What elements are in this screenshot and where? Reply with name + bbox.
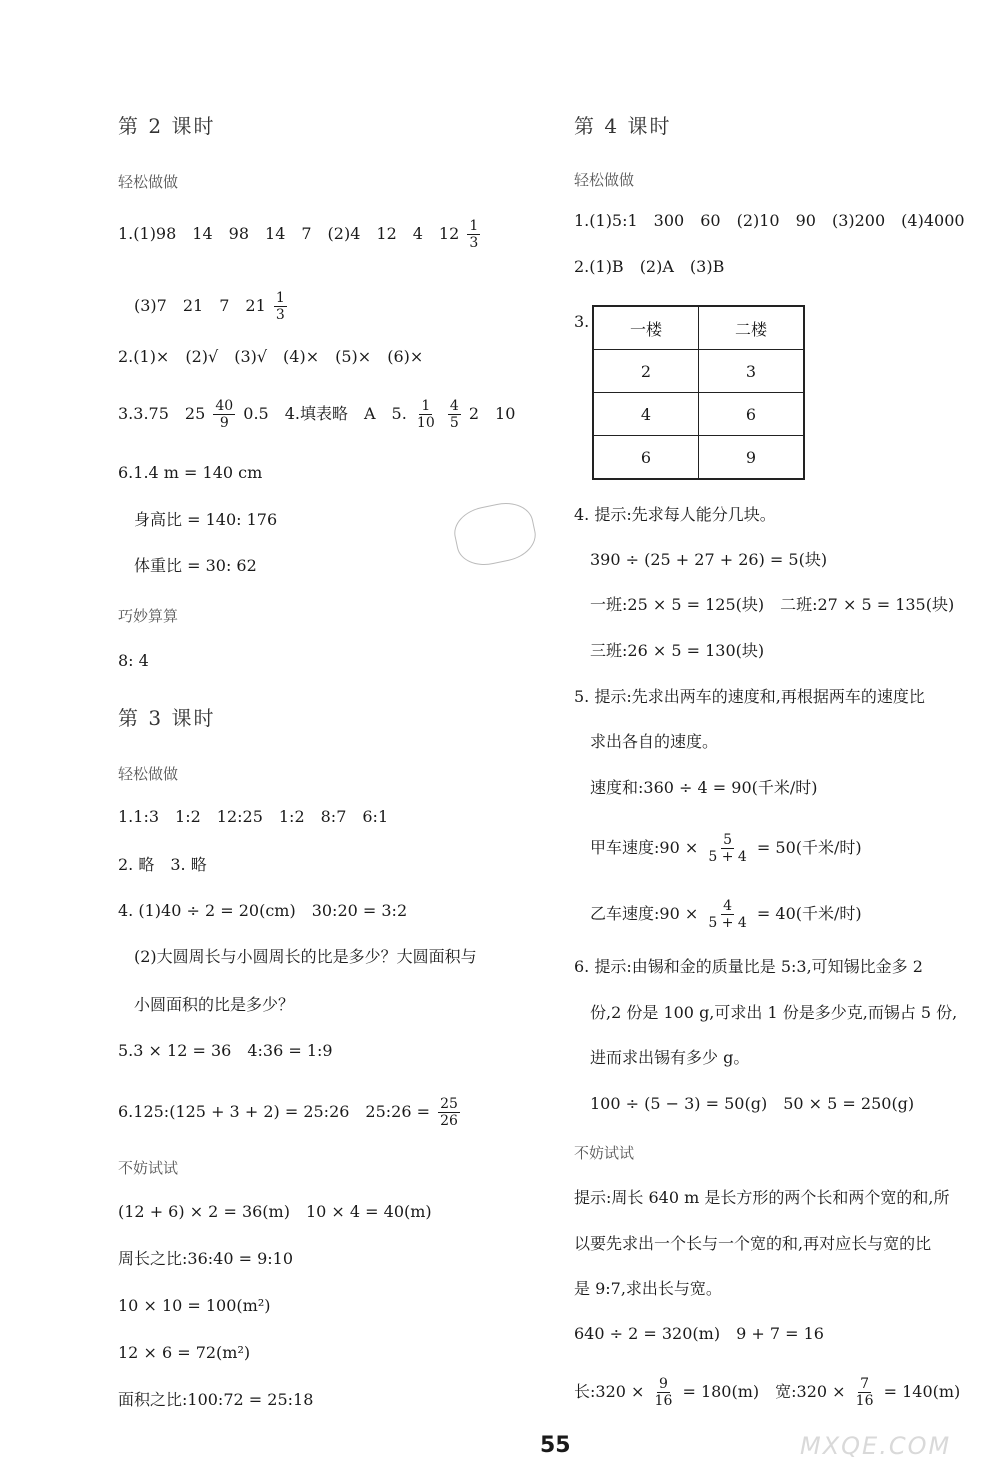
answer-line: 三班:26 × 5 = 130(块) (590, 641, 765, 660)
answer-line: 一班:25 × 5 = 125(块) 二班:27 × 5 = 135(块) (590, 595, 955, 614)
table-row (593, 436, 804, 480)
fraction: $\frac{7}{16}$ (855, 1376, 874, 1409)
answer-line: 6.1.4 m = 140 cm (118, 463, 263, 482)
fraction: $\frac{4}{5 + 4}$ (708, 898, 747, 931)
answer-line: 2.(1)× (2)√ (3)√ (4)× (5)× (6)× (118, 347, 424, 366)
table-cell: 2 (593, 350, 699, 393)
lesson-2-heading: 第 2 课时 (118, 114, 216, 138)
answer-line: 3.3.75 25 $\frac{40}{9}$ 0.5 4.填表略 A 5. $\frac{1}{10}$ $\frac{4}{5}$ 2 10 (118, 398, 516, 431)
table-cell: 9 (699, 436, 805, 480)
answer-line: 390 ÷ (25 + 27 + 26) = 5(块) (590, 550, 828, 569)
answer-line: 2. 略 3. 略 (118, 855, 207, 874)
answer-line: 6. 提示:由锡和金的质量比是 5:3,可知锡比金多 2 (574, 957, 923, 976)
answer-line: 2.(1)B (2)A (3)B (574, 257, 725, 276)
section-label: 轻松做做 (118, 765, 179, 783)
answer-line: 速度和:360 ÷ 4 = 90(千米/时) (590, 778, 818, 797)
fraction: $\frac{5}{5 + 4}$ (708, 832, 747, 865)
answer-line: 提示:周长 640 m 是长方形的两个长和两个宽的和,所 (574, 1188, 950, 1207)
answer-line: 1.(1)98 14 98 14 7 (2)4 12 4 12 $\frac{1}{3}$ (118, 218, 479, 251)
table-cell: 6 (593, 436, 699, 480)
answer-line: 长:320 × $\frac{9}{16}$ = 180(m) 宽:320 × $\frac{7}{16}$ = 140(m) (574, 1376, 961, 1409)
fraction: $\frac{1}{3}$ (275, 290, 285, 323)
answer-line: 100 ÷ (5 − 3) = 50(g) 50 × 5 = 250(g) (590, 1094, 915, 1113)
lesson-3-heading: 第 3 课时 (118, 706, 216, 730)
answer-line: 4. 提示:先求每人能分几块。 (574, 505, 776, 524)
table-cell: 6 (699, 393, 805, 436)
answer-line: 10 × 10 = 100(m²) (118, 1296, 271, 1315)
stamp-decoration (450, 497, 540, 570)
table-header-cell: 一楼 (593, 306, 699, 350)
table-header-cell: 二楼 (699, 306, 805, 350)
section-label: 巧妙算算 (118, 607, 179, 625)
lesson-4-heading: 第 4 课时 (574, 114, 672, 138)
section-label: 不妨试试 (574, 1144, 635, 1162)
table-cell: 3 (699, 350, 805, 393)
answer-line: 8: 4 (118, 651, 149, 670)
watermark: MXQE.COM (800, 1432, 952, 1460)
fraction: $\frac{1}{10}$ (416, 398, 435, 431)
section-label: 轻松做做 (118, 173, 179, 191)
answer-line: (12 + 6) × 2 = 36(m) 10 × 4 = 40(m) (118, 1202, 432, 1221)
page-number: 55 (540, 1433, 571, 1458)
answer-line: 3. (574, 312, 590, 331)
answer-line: (2)大圆周长与小圆周长的比是多少？大圆面积与 (134, 947, 477, 966)
table-row (593, 350, 804, 393)
answer-line: 1.(1)5:1 300 60 (2)10 90 (3)200 (4)4000 (574, 211, 965, 230)
answer-line: 乙车速度:90 × $\frac{4}{5 + 4}$ = 40(千米/时) (590, 898, 862, 931)
answer-line: 周长之比:36:40 = 9:10 (118, 1249, 294, 1268)
table-cell: 4 (593, 393, 699, 436)
answer-line: 份,2 份是 100 g,可求出 1 份是多少克,而锡占 5 份, (590, 1003, 958, 1022)
answer-line: 5.3 × 12 = 36 4:36 = 1:9 (118, 1041, 333, 1060)
answer-line: 5. 提示:先求出两车的速度和,再根据两车的速度比 (574, 687, 925, 706)
answer-line: 面积之比:100:72 = 25:18 (118, 1390, 314, 1409)
fraction: $\frac{25}{26}$ (440, 1096, 458, 1129)
fraction: $\frac{1}{3}$ (469, 218, 479, 251)
fraction: $\frac{9}{16}$ (654, 1376, 673, 1409)
answer-line: 以要先求出一个长与一个宽的和,再对应长与宽的比 (574, 1234, 932, 1253)
answer-line: 身高比 = 140: 176 (134, 510, 278, 529)
answer-line: 进而求出锡有多少 g。 (590, 1048, 750, 1067)
table-row (593, 393, 804, 436)
answer-line: (3)7 21 7 21 $\frac{1}{3}$ (134, 290, 285, 323)
fraction: $\frac{4}{5}$ (449, 398, 459, 431)
answer-line: 是 9:7,求出长与宽。 (574, 1279, 722, 1298)
table-row (593, 306, 804, 350)
answer-line: 1.1:3 1:2 12:25 1:2 8:7 6:1 (118, 807, 389, 826)
section-label: 轻松做做 (574, 171, 635, 189)
answer-line: 4. (1)40 ÷ 2 = 20(cm) 30:20 = 3:2 (118, 901, 408, 920)
answer-line: 640 ÷ 2 = 320(m) 9 + 7 = 16 (574, 1324, 824, 1343)
answer-line: 甲车速度:90 × $\frac{5}{5 + 4}$ = 50(千米/时) (590, 832, 862, 865)
section-label: 不妨试试 (118, 1159, 179, 1177)
fraction: $\frac{40}{9}$ (215, 398, 234, 431)
answer-line: 6.125:(125 + 3 + 2) = 25:26 25:26 = $\frac{25}{26}$ (118, 1096, 458, 1129)
answer-line: 求出各自的速度。 (590, 732, 719, 751)
answer-line: 体重比 = 30: 62 (134, 556, 257, 575)
answer-line: 小圆面积的比是多少？ (134, 995, 295, 1014)
floor-table (592, 305, 805, 480)
answer-line: 12 × 6 = 72(m²) (118, 1343, 251, 1362)
